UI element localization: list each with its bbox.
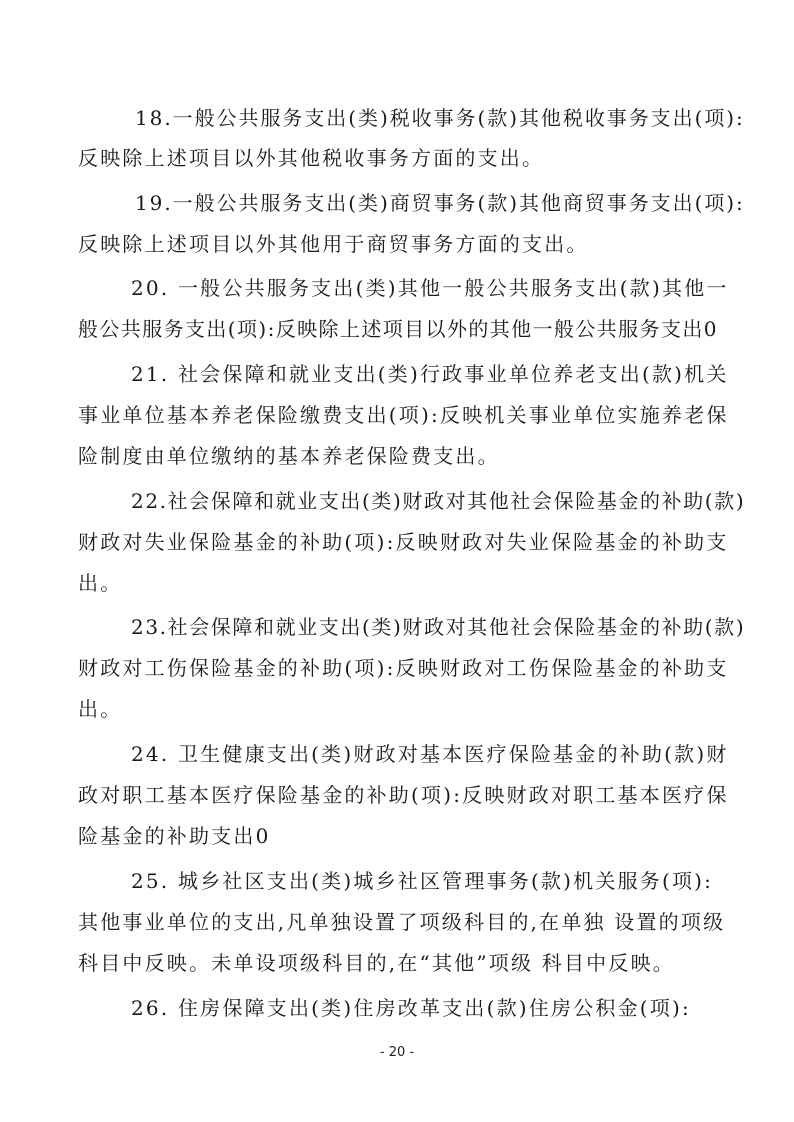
- paragraph-22-line-2: 财政对失业保险基金的补助(项):反映财政对失业保险基金的补助支: [78, 530, 729, 554]
- paragraph-25-line-2: 其他事业单位的支出,凡单独设置了项级科目的,在单独 设置的项级: [78, 910, 726, 934]
- paragraph-18-line-2: 反映除上述项目以外其他税收事务方面的支出。: [78, 146, 545, 170]
- paragraph-23-line-2: 财政对工伤保险基金的补助(项):反映财政对工伤保险基金的补助支: [78, 656, 729, 680]
- page-number: - 20 -: [379, 1045, 415, 1060]
- paragraph-26-line-1: 26. 住房保障支出(类)住房改革支出(款)住房公积金(项):: [131, 996, 691, 1020]
- paragraph-24-line-3: 险基金的补助支出0: [78, 824, 271, 848]
- paragraph-24-line-2: 政对职工基本医疗保险基金的补助(项):反映财政对职工基本医疗保: [78, 783, 729, 807]
- paragraph-24-line-1: 24. 卫生健康支出(类)财政对基本医疗保险基金的补助(款)财: [131, 742, 729, 766]
- paragraph-23-line-1: 23.社会保障和就业支出(类)财政对其他社会保险基金的补助(款): [131, 615, 746, 639]
- paragraph-20-line-1: 20. 一般公共服务支出(类)其他一般公共服务支出(款)其他一: [131, 276, 729, 300]
- paragraph-20-line-2: 般公共服务支出(项):反映除上述项目以外的其他一般公共服务支出0: [78, 317, 718, 341]
- paragraph-19-line-2: 反映除上述项目以外其他用于商贸事务方面的支出。: [78, 232, 589, 256]
- paragraph-19-line-1: 19.一般公共服务支出(类)商贸事务(款)其他商贸事务支出(项):: [135, 191, 745, 215]
- paragraph-25-line-3: 科目中反映。未单设项级科目的,在“其他”项级 科目中反映。: [78, 951, 675, 975]
- paragraph-25-line-1: 25. 城乡社区支出(类)城乡社区管理事务(款)机关服务(项):: [131, 869, 714, 893]
- paragraph-21-line-2: 事业单位基本养老保险缴费支出(项):反映机关事业单位实施养老保: [78, 403, 729, 427]
- paragraph-21-line-3: 险制度由单位缴纳的基本养老保险费支出。: [78, 444, 500, 468]
- paragraph-21-line-1: 21. 社会保障和就业支出(类)行政事业单位养老支出(款)机关: [131, 362, 729, 386]
- paragraph-22-line-1: 22.社会保障和就业支出(类)财政对其他社会保险基金的补助(款): [131, 489, 746, 513]
- paragraph-23-line-3: 出。: [78, 697, 123, 721]
- paragraph-22-line-3: 出。: [78, 571, 123, 595]
- paragraph-18-line-1: 18.一般公共服务支出(类)税收事务(款)其他税收事务支出(项):: [135, 106, 745, 130]
